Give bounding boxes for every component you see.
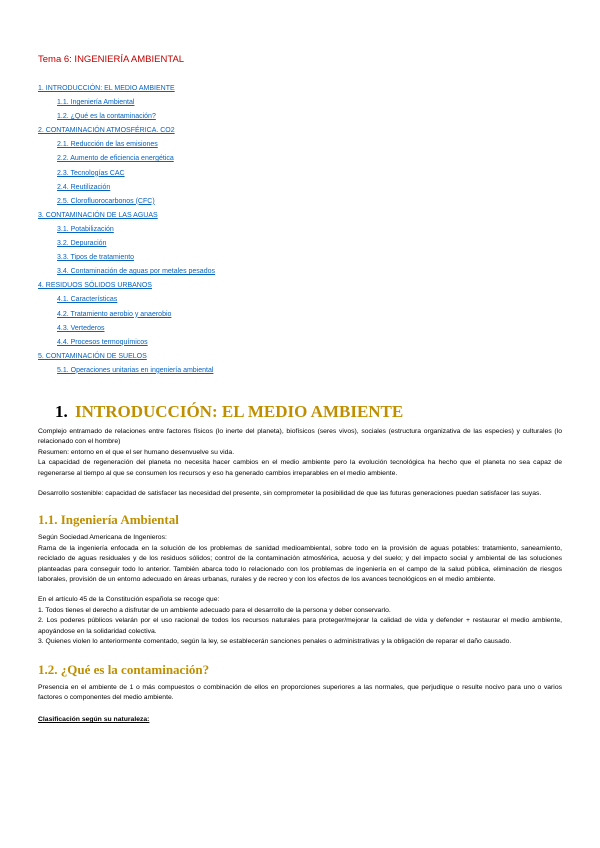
- main-content: [38, 400, 562, 726]
- toc-link[interactable]: 1.1. Ingeniería Ambiental: [57, 99, 135, 107]
- toc-link[interactable]: 3. CONTAMINACIÓN DE LAS AGUAS: [38, 211, 158, 219]
- toc-link[interactable]: 4. RESIDUOS SÓLIDOS URBANOS: [38, 282, 152, 290]
- section-1-2-heading: 1.2. ¿Qué es la contaminación?: [38, 661, 210, 677]
- section-1-1-heading: 1.1. Ingeniería Ambiental: [38, 512, 179, 528]
- toc-link[interactable]: 3.4. Contaminación de aguas por metales pesados: [57, 268, 215, 276]
- toc-link[interactable]: 2.3. Tecnologías CAC: [57, 169, 125, 177]
- toc-link[interactable]: 2. CONTAMINACIÓN ATMOSFÉRICA. CO2: [38, 127, 175, 135]
- section-1-title: INTRODUCCIÓN: EL MEDIO AMBIENTE: [75, 402, 404, 421]
- paragraph: La capacidad de regeneración del planeta no necesita hacer cambios en el medio ambiente pero la evolución tecnológica ha hecho que el planeta no sea capaz de regenerarse al tiempo al que se consumen los recursos y eso ha generado cambios irreparables en el medio ambiente.: [38, 459, 562, 477]
- toc-link[interactable]: 5.1. Operaciones unitarias en ingeniería ambiental: [57, 366, 214, 374]
- toc-link[interactable]: 3.2. Depuración: [57, 240, 107, 248]
- toc-link[interactable]: 2.5. Clorofluorocarbonos (CFC): [57, 197, 155, 205]
- paragraph: Desarrollo sostenible: capacidad de satisfacer las necesidad del presente, sin comprometer la posibilidad de que las futuras generaciones puedan satisfacer las suyas.: [38, 490, 542, 498]
- toc-link[interactable]: 1.2. ¿Qué es la contaminación?: [57, 113, 156, 121]
- table-of-contents: [38, 82, 578, 378]
- toc-link[interactable]: 2.1. Reducción de las emisiones: [57, 141, 158, 149]
- toc-link[interactable]: 4.4. Procesos termoquímicos: [57, 338, 148, 346]
- toc-link[interactable]: 4.1. Características: [57, 296, 118, 304]
- toc-link[interactable]: 1. INTRODUCCIÓN: EL MEDIO AMBIENTE: [38, 85, 175, 92]
- paragraph: En el artículo 45 de la Constitución española se recoge que:: [38, 596, 220, 604]
- paragraph: 1. Todos tienes el derecho a disfrutar de un ambiente adecuado para el desarrollo de la persona y deber conservarlo.: [38, 606, 391, 614]
- paragraph: Según Sociedad Americana de Ingenieros:: [38, 534, 167, 542]
- toc-link[interactable]: 3.3. Tipos de tratamiento: [57, 254, 135, 262]
- tema-title: Tema 6: INGENIERÍA AMBIENTAL: [38, 54, 185, 65]
- subheading-underlined: Clasificación según su naturaleza:: [38, 716, 150, 724]
- section-1-heading: [38, 400, 562, 424]
- toc-link[interactable]: 5. CONTAMINACIÓN DE SUELOS: [38, 352, 147, 360]
- toc-link[interactable]: 3.1. Potabilización: [57, 225, 114, 233]
- toc-link[interactable]: 2.2. Aumento de eficiencia energética: [57, 155, 174, 163]
- paragraph: Complejo entramado de relaciones entre factores físicos (lo inerte del planeta), biofísicos (seres vivos), sociales (estructura organizativa de las especies) y culturales (lo relacionado con el hombre): [38, 428, 562, 446]
- paragraph: 2. Los poderes públicos velarán por el uso racional de todos los recursos naturales para proteger/mejorar la calidad de vida y defender + restaurar el medio ambiente, apoyándose en la solidaridad colectiva.: [38, 617, 562, 635]
- toc-link[interactable]: 2.4. Reutilización: [57, 183, 111, 191]
- paragraph: 3. Quienes violen lo anteriormente comentado, según la ley, se establecerán sanciones penales o administrativas y la obligación de reparar el daño causado.: [38, 638, 512, 646]
- paragraph: Rama de la ingeniería enfocada en la solución de los problemas de sanidad medioambiental, sobre todo en la provisión de aguas potables: tratamiento, saneamiento, reciclado de aguas residuales y de los residuos sólidos; control de la contaminación atmosférica, acuosa y del suelo; y del impacto social y ambiental de las soluciones planteadas para conseguir todo lo anterior. También abarca todo lo relacionado con los problemas de ingeniería en el campo de la salud pública, eliminación de riesgos laborales, provisión de un entorno adecuado en áreas urbanas, rurales y de recreo y con los efectos de los avances tecnológicos en el medio ambiente.: [38, 544, 562, 584]
- toc-link[interactable]: 4.3. Vertederos: [57, 324, 105, 332]
- paragraph: Resumen: entorno en el que el ser humano desenvuelve su vida.: [38, 448, 235, 456]
- paragraph: Presencia en el ambiente de 1 o más compuestos o combinación de ellos en proporciones superiores a las normales, que perjudique o resulte nocivo para uno o varios factores o componentes del medio ambiente.: [38, 683, 562, 701]
- toc-link[interactable]: 4.2. Tratamiento aerobio y anaerobio: [57, 310, 172, 318]
- section-1-number: 1.: [55, 402, 68, 421]
